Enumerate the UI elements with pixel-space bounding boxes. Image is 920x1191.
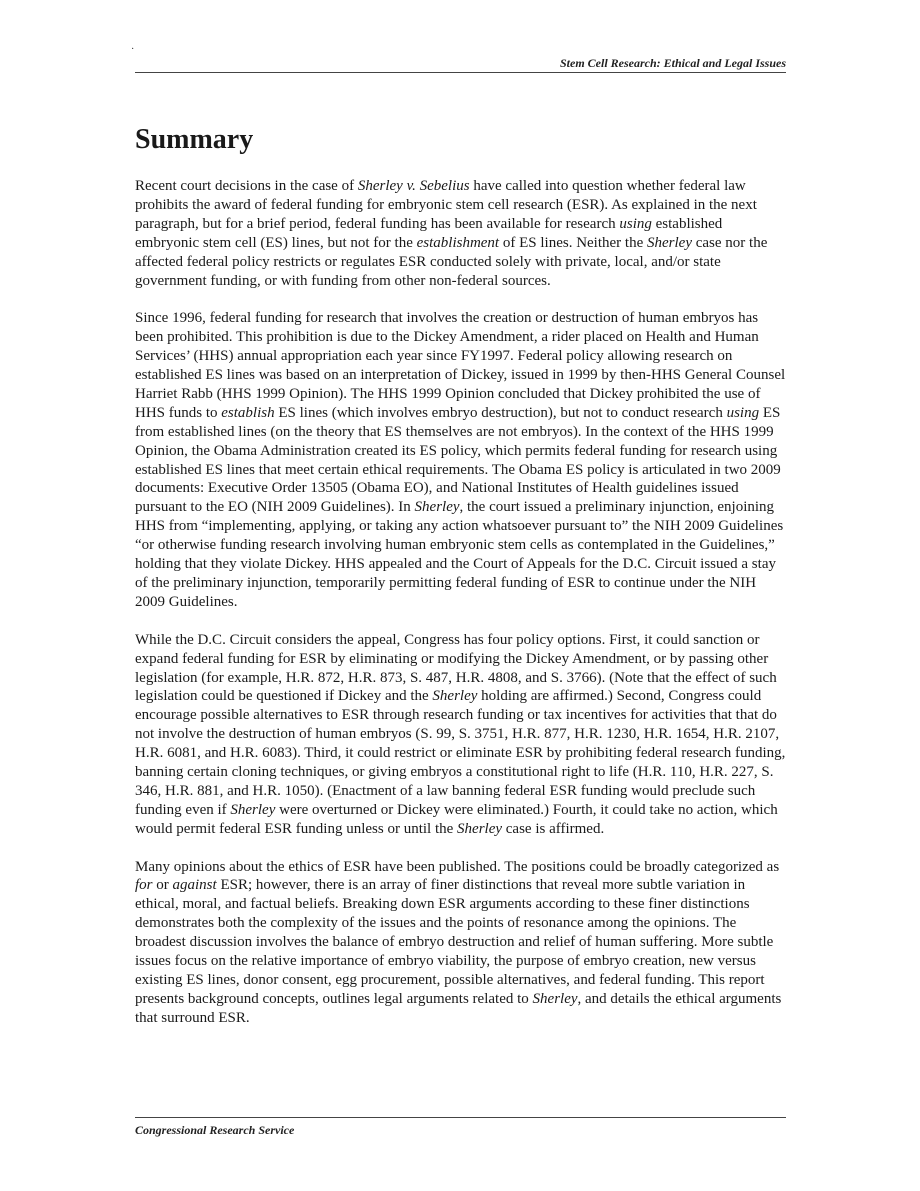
paragraph-1 — [135, 177, 786, 290]
italic-text-run: using — [726, 404, 760, 421]
text-run: ES from established lines (on the theory that ES themselves are not embryos). In the context of the HHS 1999 Opinion, the Obama Administration created its ES policy, which permits federal funding for research using established ES lines that meet certain ethical requirements. The Obama ES policy is articulated in two 2009 documents: Executive Order 13505 (Obama EO), and National Institutes of Health guidelines issued pursuant to the EO (NIH 2009 Guidelines). In — [135, 404, 781, 516]
text-run: established embryonic stem cell (ES) lines, but not for the — [135, 215, 723, 251]
italic-text-run: Sherley — [532, 990, 578, 1007]
corner-mark: · — [131, 44, 135, 55]
italic-text-run: Sherley — [414, 499, 460, 516]
text-run: ES lines (which involves embryo destruction), but not to conduct research — [274, 404, 727, 421]
italic-text-run: Sherley — [647, 234, 692, 251]
italic-text-run: Sherley — [432, 688, 478, 705]
summary-body — [135, 177, 786, 1047]
running-header-title: Stem Cell Research: Ethical and Legal Issues — [559, 56, 786, 70]
text-run: Many opinions about the ethics of ESR have been published. The positions could be broadly categorized as — [135, 858, 780, 875]
italic-text-run: establish — [221, 404, 275, 421]
paragraph-4 — [135, 858, 786, 1028]
paragraph-2 — [135, 309, 786, 612]
italic-text-run: against — [172, 877, 217, 894]
text-run: holding are affirmed.) Second, Congress could encourage possible alternatives to ESR through research funding or tax incentives for activities that that do not involve the destruction of human embryos (S. 99, S. 3751, H.R. 877, H.R. 1230, H.R. 1654, H.R. 2107, H.R. 6081, and H.R. 6083). Third, it could restrict or eliminate ESR by prohibiting federal research funding, banning certain cloning techniques, or giving embryos a constitutional right to life (H.R. 110, H.R. 227, S. 346, H.R. 881, and H.R. 1050). (Enactment of a law banning federal ESR funding would preclude such funding even if — [135, 688, 786, 818]
italic-text-run: using — [619, 215, 652, 232]
text-run: of ES lines. Neither the — [499, 234, 647, 251]
text-run: were overturned or Dickey were eliminated.) Fourth, it could take no action, which would permit federal ESR funding unless or until the — [135, 801, 778, 837]
text-run: case nor the affected federal policy restricts or regulates ESR conducted solely with private, local, and/or state government funding, or with funding from other non-federal sources. — [135, 234, 768, 289]
footer-source: Congressional Research Service — [135, 1123, 295, 1137]
paragraph-3 — [135, 631, 786, 839]
page-footer — [135, 1117, 786, 1137]
text-run: Since 1996, federal funding for research that involves the creation or destruction of human embryos has been prohibited. This prohibition is due to the Dickey Amendment, a rider placed on Health and Human Services’ (HHS) annual appropriation each year since FY1997. Federal policy allowing research on established ES lines was based on an interpretation of Dickey, issued in 1999 by then-HHS General Counsel Harriet Rabb (HHS 1999 Opinion). The HHS 1999 Opinion concluded that Dickey prohibited the use of HHS funds to — [135, 310, 786, 421]
running-header — [135, 56, 786, 73]
text-run: ESR; however, there is an array of finer distinctions that reveal more subtle variation in ethical, moral, and factual beliefs. Breaking down ESR arguments according to these finer distinctions demonstrates both the complexity of the issues and the points of resonance among the opinions. The broadest discussion involves the balance of embryo destruction and relief of human suffering. More subtle issues focus on the relative importance of embryo viability, the purpose of embryo creation, new versus existing ES lines, donor consent, egg procurement, possible alternatives, and federal funding. This report presents background concepts, outlines legal arguments related to — [135, 877, 774, 1007]
italic-text-run: for — [135, 877, 153, 894]
text-run: , the court issued a preliminary injunction, enjoining HHS from “implementing, applying, or taking any action whatsoever pursuant to” the NIH 2009 Guidelines “or otherwise funding research involving human embryonic stem cells as contemplated in the Guidelines,” holding that they violate Dickey. HHS appealed and the Court of Appeals for the D.C. Circuit issued a stay of the preliminary injunction, temporarily permitting federal funding of ESR to continue under the NIH 2009 Guidelines. — [135, 499, 784, 610]
section-title: Summary — [135, 124, 254, 155]
text-run: Recent court decisions in the case of — [135, 178, 358, 194]
text-run: have called into question whether federal law prohibits the award of federal funding for embryonic stem cell research (ESR). As explained in the next paragraph, but for a brief period, federal funding has been available for research — [135, 178, 757, 232]
text-run: or — [152, 877, 173, 894]
italic-text-run: Sherley — [457, 820, 503, 837]
italic-text-run: Sherley — [230, 801, 276, 818]
italic-text-run: Sherley v. Sebelius — [357, 178, 470, 194]
text-run: While the D.C. Circuit considers the appeal, Congress has four policy options. First, it could sanction or expand federal funding for ESR by eliminating or modifying the Dickey Amendment, or by passing other legislation (for example, H.R. 872, H.R. 873, S. 487, H.R. 4808, and S. 3766). (Note that the effect of such legislation could be questioned if Dickey and the — [135, 631, 777, 705]
text-run: , and details the ethical arguments that surround ESR. — [135, 990, 782, 1026]
italic-text-run: establishment — [416, 234, 500, 251]
text-run: case is affirmed. — [502, 820, 605, 837]
